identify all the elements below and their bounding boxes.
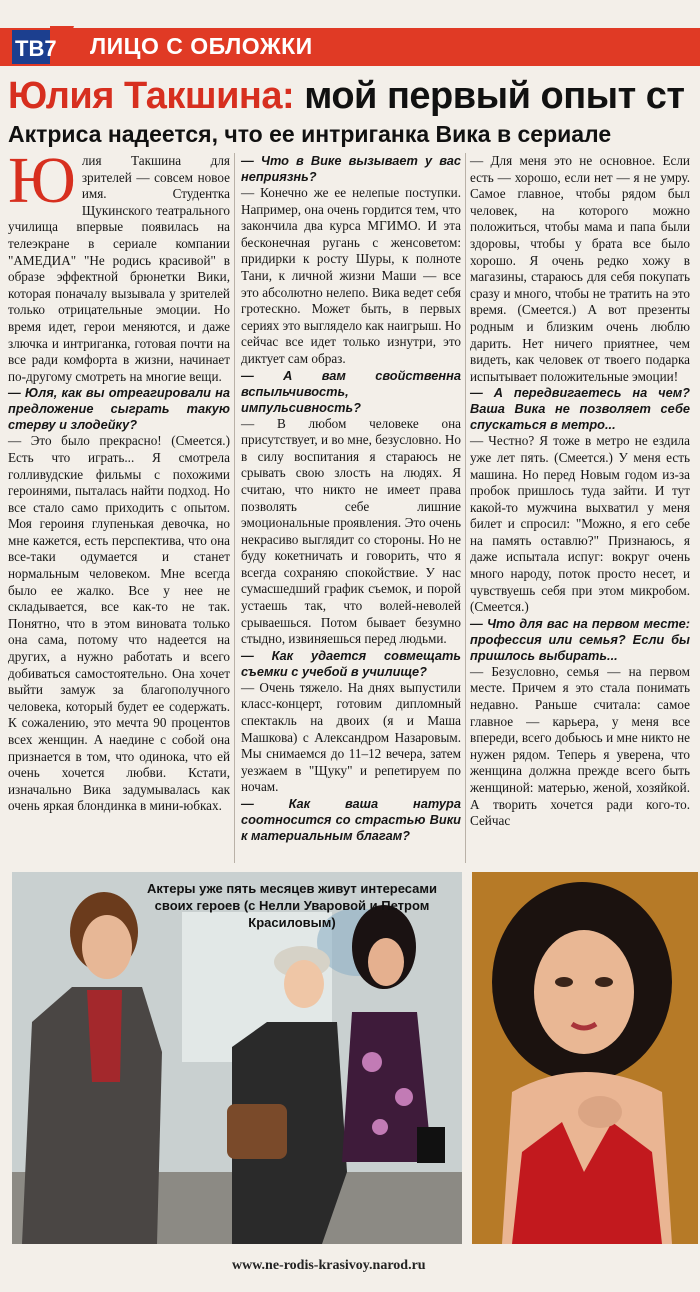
subheadline: Актриса надеется, что ее интриганка Вика в сериале [8,121,612,147]
cast-photo [12,872,462,1244]
tv7-logo [10,22,76,68]
headline [8,74,700,118]
column-divider [234,153,235,863]
drop-cap: Ю [8,144,76,217]
article-column-2 [241,153,461,844]
headline-name: Юлия Такшина: [8,75,295,117]
photo-caption: Актеры уже пять месяцев живут интересами своих героев (с Нелли Уваровой и Петром Красиловым) [146,881,438,930]
interview-answer: — Безусловно, семья — на первом месте. Причем я это стала понимать недавно. Раньше считала: самое главное — карьера, у меня все впереди, всего добьюсь и мне никто не нужен рядом. Теперь я уверена, что женщина должна прежде всего быть женщиной: матерью, женой, хозяйкой. А творить хочется ради кого-то. Сейчас [470,663,690,829]
interview-answer: — Конечно же ее нелепые поступки. Например, она очень гордится тем, что закончила два курса МГИМО. И эта бесконечная ругань с женсоветом: придирки к росту Шуры, к полноте Тани, к личной жизни Маши — все это абсолютно нелепо. Вика ведет себя гротескно. Может быть, в первых сериях это выглядело как наигрыш. Но сейчас все идет только изнутри, это диктует сам образ. [241,185,461,366]
article-column-1 [8,144,230,815]
actress-portrait-photo [472,872,698,1244]
column-divider [465,153,466,863]
interview-answer: — Очень тяжело. На днях выпустили класс-концерт, готовим дипломный спектакль на двоих (я и Маша Машкова) с Александром Назаровым. Мы снимаемся до 11–12 вечера, затем уезжаем в "Щуку" и репетируем по ночам. [241,679,461,795]
logo-text: ТВ7 [15,36,57,61]
actress-portrait-illustration [472,872,698,1244]
interview-question: — Юля, как вы отреагировали на предложение сыграть такую стерву и злодейку? [8,385,230,433]
intro-paragraph: лия Такшина для зрителей — совсем новое имя. Студентка Щукинского театрального училища впервые появилась на телеэкране в сериале компании "АМЕДИА" "Не родись красивой" в образе эффектной брюнетки Вики, которая поначалу вызывала у зрителей только отрицательные эмоции. Но время идет, герои меняются, и даже злючка и интриганка, готовая почти на все ради комфорта в жизни, начинает по-другому смотреть на многие вещи. [8,153,230,384]
interview-answer: — Для меня это не основное. Если есть — хорошо, если нет — я не умру. Самое главное, чтобы рядом был человек, на которого можно положиться, чтобы мама и папа были здоровы, чтобы у брата все было хорошо. Я очень редко хожу в магазины, стараюсь для себя покупать сразу и много, чтобы не тратить на это время. (Смеется.) А вот презенты родным и близким очень люблю дарить. Нет ничего приятнее, чем видеть, как человек от твоего подарка испытывает положительные эмоции! [470,153,690,384]
interview-answer: — Честно? Я тоже в метро не ездила уже лет пять. (Смеется.) У меня есть машина. Но перед Новым годом из-за пробок пришлось туда зайти. И тут какой-то мужчина выхватил у меня билет и спросил: "Можно, я его себе на память оставлю?" Признаюсь, я даже испытала испуг: вокруг очень много народу, поток просто несет, и чувствуешь себя при этом микробом. (Смеется.) [470,433,690,615]
footer-url: www.ne-rodis-krasivoy.narod.ru [232,1258,426,1273]
interview-question: — Что в Вике вызывает у вас неприязнь? [241,153,461,184]
section-label: ЛИЦО С ОБЛОЖКИ [90,33,313,59]
interview-question: — Что для вас на первом месте: профессия или семья? Если бы пришлось выбирать... [470,615,690,663]
interview-question: — А передвигаетесь на чем? Ваша Вика не позволяет себе спускаться в метро... [470,385,690,433]
article-column-3 [470,153,690,830]
interview-answer: — Это было прекрасно! (Смеется.) Есть что играть... Я смотрела голливудские фильмы с похожими героинями, пыталась найти подход. Но все стало само приходить с опытом. Моя героиня глупенькая девочка, но мне кажется, есть перспектива, что она все-таки одумается и станет нормальным человеком. Мне всегда было ее жалко. Все у нее не складывается, все как-то не так. Понятно, что в этом виновата только она сама, потому что надеется на других, а нужно работать и всего добиваться самостоятельно. Она хочет выйти замуж за благополучного человека, который будет ее содержать. К сожалению, это мечта 90 процентов всех женщин. А наедине с собой она признается в том, что одинока, что ей очень хочется любви. Кстати, изначально Вика задумывалась как очень яркая блондинка в мини-юбках. [8,433,230,814]
interview-question: — А вам свойственна вспыльчивость, импульсивность? [241,367,461,415]
headline-rest: мой первый опыт ст [294,75,685,117]
interview-answer: — В любом человеке она присутствует, и во мне, безусловно. Но в силу воспитания я стараюсь не срывать свою злость на людях. Я считаю, что никто не имеет права позволять себе лишние эмоциональные проявления. Это очень некрасиво выглядит со стороны. Но не буду кокетничать и говорить, что я всегда сохраняю спокойствие. У нас сумасшедший график съемок, и порой устаешь так, что волей-неволей срываешься. Потом бывает безумно стыдно, извиняешься перед людьми. [241,415,461,647]
interview-question: — Как удается совмещать съемки с учебой в училище? [241,647,461,679]
interview-question: — Как ваша натура соотносится со страстью Вики к материальным благам? [241,796,461,843]
